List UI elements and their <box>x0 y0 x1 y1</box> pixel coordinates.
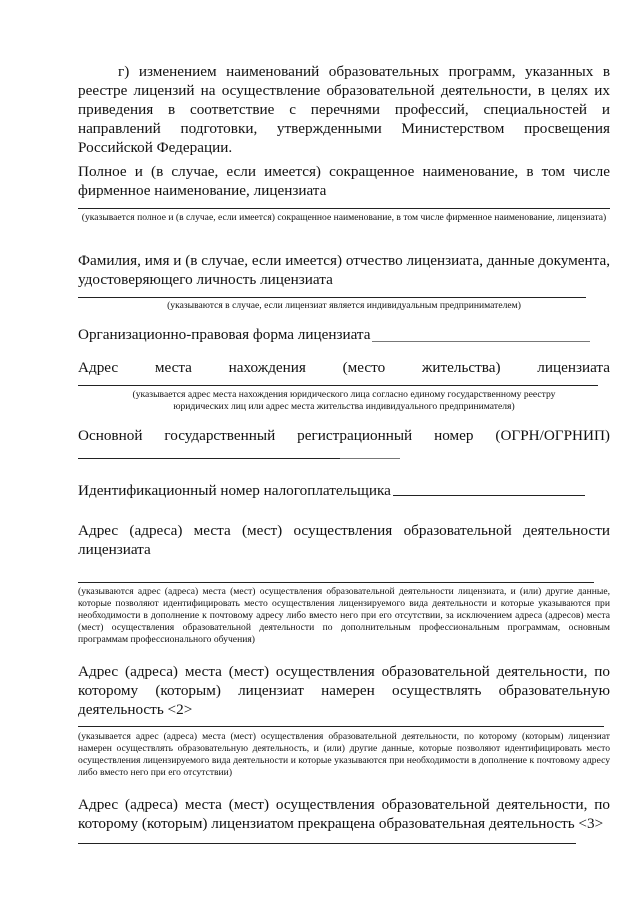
planned-address-section <box>78 662 610 719</box>
note-text-line1: (указывается адрес места нахождения юридического лица согласно единому государственному реестру <box>132 389 556 400</box>
paragraph-text: г) изменением наименований образовательных программ, указанных в реестре лицензий на осуществление образовательной деятельности, в целях их приведения в соответствие с перечнями профессий, специальностей и направлений подготовки, утвержденными Министерством просвещения Российской Федерации. <box>78 63 610 156</box>
ogrn-field[interactable] <box>78 458 340 459</box>
legal-form-label: Организационно-правовая форма лицензиата <box>78 326 371 343</box>
licensee-person-field[interactable] <box>78 297 586 298</box>
inn-section <box>78 481 610 500</box>
activity-address-label: Адрес (адреса) места (мест) осуществления образовательной деятельности лицензиата <box>78 522 610 558</box>
inn-field[interactable] <box>393 495 585 496</box>
activity-address-section <box>78 521 610 559</box>
ogrn-section <box>78 426 610 445</box>
terminated-address-label: Адрес (адреса) места (мест) осуществления образовательной деятельности, по которому (которым) лицензиатом прекращена образовательная деятельность <3> <box>78 796 610 832</box>
licensee-name-field[interactable] <box>78 208 610 209</box>
activity-address-note <box>78 586 610 646</box>
terminated-address-section <box>78 795 610 833</box>
licensee-person-label: Фамилия, имя и (в случае, если имеется) отчество лицензиата, данные документа, удостоверяющего личность лицензиата <box>78 252 610 288</box>
paragraph-program-names <box>78 62 610 157</box>
inn-label: Идентификационный номер налогоплательщика <box>78 482 391 499</box>
activity-address-field[interactable] <box>78 582 594 583</box>
address-note <box>78 389 610 413</box>
ogrn-label: Основной государственный регистрационный номер (ОГРН/ОГРНИП) <box>78 427 610 444</box>
planned-address-note <box>78 731 610 779</box>
note-text-line2: юридических лиц или адрес места жительства индивидуального предпринимателя) <box>173 401 515 412</box>
terminated-address-field[interactable] <box>78 843 576 844</box>
note-text: (указывается адрес (адреса) места (мест) осуществления образовательной деятельности, по которому (которым) лицензиат намерен осуществлять образовательную деятельность, и (или) другие данные, которые позволяют идентифицировать место осуществления лицензируемого вида деятельности и которые указываются при необходимости в дополнение к почтовому адресу либо вместо него при его отсутствии) <box>78 731 610 778</box>
planned-address-field[interactable] <box>78 726 604 727</box>
planned-address-label: Адрес (адреса) места (мест) осуществления образовательной деятельности, по которому (которым) лицензиат намерен осуществлять образовательную деятельность <2> <box>78 663 610 718</box>
note-text: (указываются адрес (адреса) места (мест) осуществления образовательной деятельности лицензиата, и (или) другие данные, которые позволяют идентифицировать место осуществления лицензируемого вида деятельности и которые указываются при необходимости в дополнение к почтовому адресу либо вместо него при его отсутствии, за исключением адреса (адресов) места (мест) осуществления образовательной деятельности по дополнительным профессиональным программам, основным программам профессионального обучения) <box>78 586 610 645</box>
licensee-name-label: Полное и (в случае, если имеется) сокращенное наименование, в том числе фирменное наименование, лицензиата <box>78 163 610 199</box>
note-text: (указываются в случае, если лицензиат является индивидуальным предпринимателем) <box>167 300 521 311</box>
inn-row <box>78 481 610 500</box>
note-text: (указывается полное и (в случае, если имеется) сокращенное наименование, в том числе фирменное наименование, лицензиата) <box>81 212 607 223</box>
address-label: Адрес места нахождения (место жительства) лицензиата <box>78 359 610 376</box>
legal-form-field[interactable] <box>372 341 590 342</box>
licensee-name-section <box>78 162 610 200</box>
address-field[interactable] <box>78 385 598 386</box>
address-section <box>78 358 610 377</box>
licensee-person-section <box>78 251 610 289</box>
licensee-person-note <box>78 300 610 312</box>
licensee-name-note <box>78 212 610 224</box>
ogrn-field-ext <box>340 458 400 459</box>
